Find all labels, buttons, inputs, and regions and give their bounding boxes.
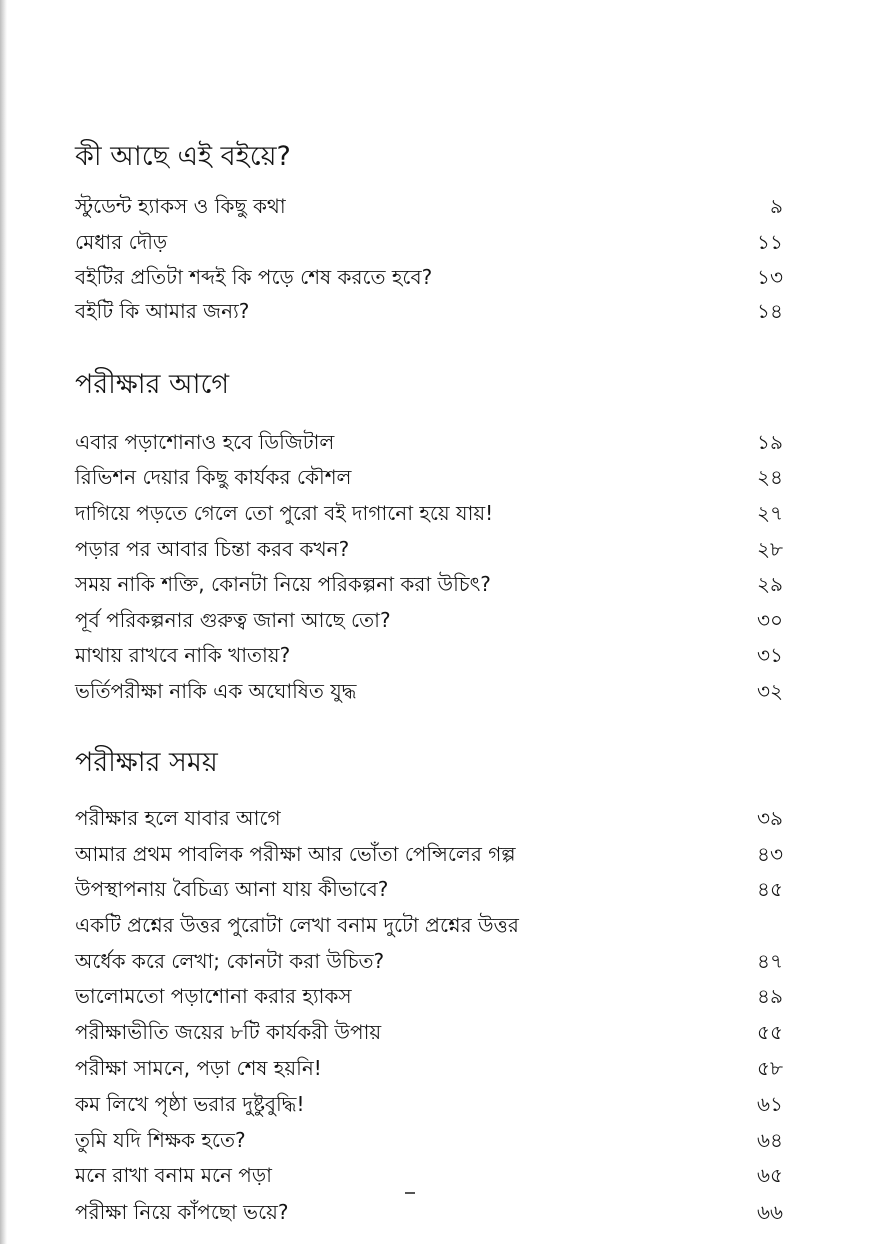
toc-entry-page: ৬৫ xyxy=(757,1163,783,1187)
toc-entry xyxy=(75,1087,783,1121)
toc-entry-page: ৫৮ xyxy=(757,1056,783,1080)
toc-entry xyxy=(75,567,783,601)
toc-entry-title: পরীক্ষাভীতি জয়ের ৮টি কার্যকরী উপায় xyxy=(75,1020,382,1044)
print-speck xyxy=(405,1192,415,1194)
toc-entry-title: পূর্ব পরিকল্পনার গুরুত্ব জানা আছে তো? xyxy=(75,608,391,632)
toc-entry-page: ৩২ xyxy=(756,679,783,703)
toc-entry-title: দাগিয়ে পড়তে গেলে তো পুরো বই দাগানো হয়ে যায়! xyxy=(75,501,494,525)
toc-entry xyxy=(75,294,783,328)
toc-entry-title: একটি প্রশ্নের উত্তর পুরোটা লেখা বনাম দুটো প্রশ্নের উত্তর xyxy=(75,913,519,937)
toc-entry-title: আমার প্রথম পাবলিক পরীক্ষা আর ভোঁতা পেন্সিলের গল্প xyxy=(75,842,516,866)
toc-entry-title: মেধার দৌড় xyxy=(75,230,168,254)
toc-entry xyxy=(75,425,783,459)
section-heading-before-exam: পরীক্ষার আগে xyxy=(75,369,230,400)
toc-entry-title: ভর্তিপরীক্ষা নাকি এক অঘোষিত যুদ্ধ xyxy=(75,679,357,703)
toc-entry-title: পরীক্ষার হলে যাবার আগে xyxy=(75,806,281,830)
toc-entry-title: উপস্থাপনায় বৈচিত্র্য আনা যায় কীভাবে? xyxy=(75,877,389,901)
toc-entry xyxy=(75,1015,783,1049)
toc-entry xyxy=(75,532,783,566)
toc-entry xyxy=(75,1195,783,1229)
toc-entry-page: ২৪ xyxy=(757,465,783,489)
toc-entry xyxy=(75,189,783,223)
toc-entry-page: ১৩ xyxy=(757,265,783,289)
toc-entry-title: অর্ধেক করে লেখা; কোনটা করা উচিত? xyxy=(75,949,385,973)
toc-entry-title: সময় নাকি শক্তি, কোনটা নিয়ে পরিকল্পনা করা উচিৎ? xyxy=(75,572,491,596)
toc-entry-title: পরীক্ষা নিয়ে কাঁপছো ভয়ে? xyxy=(75,1200,289,1224)
toc-entry-page: ৩০ xyxy=(756,608,783,632)
toc-entry-page: ২৯ xyxy=(757,572,783,596)
toc-entry-page: ৩৯ xyxy=(757,806,783,830)
toc-entry xyxy=(75,801,783,835)
toc-entry-page: ২৮ xyxy=(757,537,783,561)
toc-entry xyxy=(75,225,783,259)
toc-entry xyxy=(75,496,783,530)
toc-entry xyxy=(75,944,783,978)
toc-entry xyxy=(75,908,783,942)
toc-entry xyxy=(75,872,783,906)
toc-entry xyxy=(75,460,783,494)
toc-entry xyxy=(75,837,783,871)
toc-entry-page: ১৪ xyxy=(757,299,783,323)
toc-entry-title: কম লিখে পৃষ্ঠা ভরার দুষ্টুবুদ্ধি! xyxy=(75,1092,305,1116)
toc-entry-page: ৬৬ xyxy=(756,1200,783,1224)
toc-entry xyxy=(75,674,783,708)
toc-entry-page: ১৯ xyxy=(757,430,783,454)
toc-entry-title: মনে রাখা বনাম মনে পড়া xyxy=(75,1163,272,1187)
toc-entry xyxy=(75,1158,783,1192)
toc-entry-page: ৬৪ xyxy=(757,1128,783,1152)
toc-entry-title: তুমি যদি শিক্ষক হতে? xyxy=(75,1128,246,1152)
toc-entry-page: ৪৯ xyxy=(757,984,783,1008)
section-heading-contents: কী আছে এই বইয়ে? xyxy=(75,141,291,172)
toc-entry-title: এবার পড়াশোনাও হবে ডিজিটাল xyxy=(75,430,335,454)
toc-entry xyxy=(75,260,783,294)
toc-entry-page: ৪৩ xyxy=(757,842,783,866)
toc-entry-page: ৫৫ xyxy=(757,1020,783,1044)
toc-entry xyxy=(75,1051,783,1085)
toc-entry-page: ১১ xyxy=(757,230,783,254)
toc-entry-title: স্টুডেন্ট হ্যাকস ও কিছু কথা xyxy=(75,194,286,218)
section-heading-during-exam: পরীক্ষার সময় xyxy=(75,747,218,778)
toc-entry-page: ৯ xyxy=(770,194,783,218)
toc-entry-title: রিভিশন দেয়ার কিছু কার্যকর কৌশল xyxy=(75,465,352,489)
toc-entry-page: ৪৭ xyxy=(757,949,783,973)
toc-entry-title: বইটি কি আমার জন্য? xyxy=(75,299,250,323)
toc-entry-page: ২৭ xyxy=(756,501,783,525)
toc-entry-page: ৬১ xyxy=(757,1092,783,1116)
toc-entry-title: বইটির প্রতিটা শব্দই কি পড়ে শেষ করতে হবে? xyxy=(75,265,433,289)
toc-entry-page: ৩১ xyxy=(757,643,783,667)
toc-entry xyxy=(75,1123,783,1157)
toc-entry xyxy=(75,603,783,637)
toc-entry-title: মাথায় রাখবে নাকি খাতায়? xyxy=(75,643,291,667)
toc-entry xyxy=(75,638,783,672)
toc-entry-title: পরীক্ষা সামনে, পড়া শেষ হয়নি! xyxy=(75,1056,322,1080)
toc-entry-title: ভালোমতো পড়াশোনা করার হ্যাকস xyxy=(75,984,352,1008)
toc-entry-page: ৪৫ xyxy=(757,877,783,901)
toc-entry xyxy=(75,979,783,1013)
toc-entry-title: পড়ার পর আবার চিন্তা করব কখন? xyxy=(75,537,350,561)
